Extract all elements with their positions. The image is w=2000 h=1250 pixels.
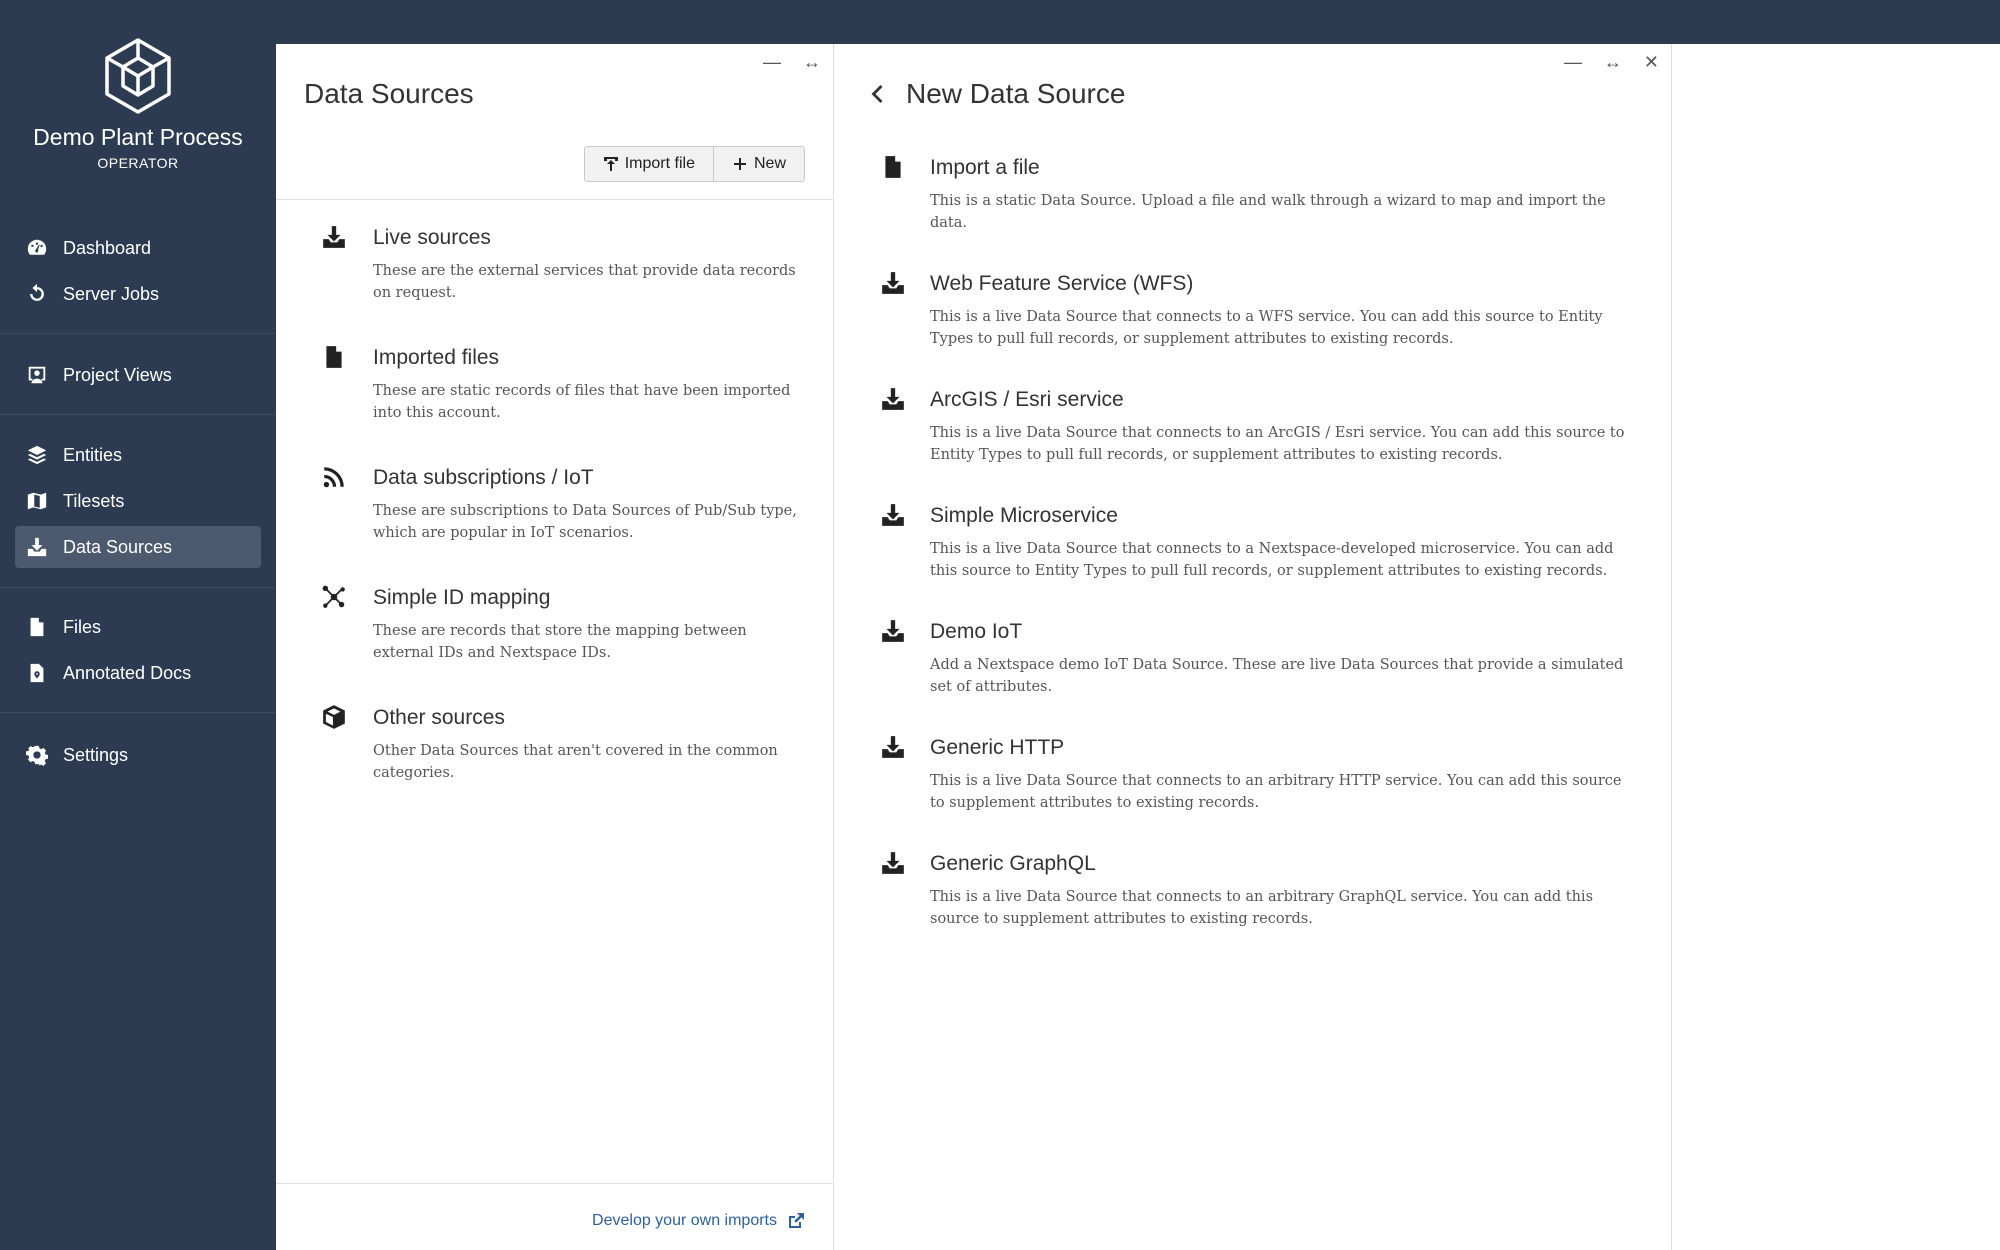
- sidebar-item-project-views[interactable]: [15, 354, 261, 396]
- sidebar-item-label: Annotated Docs: [63, 662, 192, 683]
- category-description: These are the external services that provide data records on request.: [373, 263, 796, 301]
- download-tray-icon: [321, 224, 351, 254]
- gear-icon: [25, 743, 49, 767]
- cube-icon: [321, 704, 351, 734]
- category-list: [321, 224, 811, 824]
- upload-icon: [603, 156, 619, 172]
- download-tray-icon: [880, 502, 910, 532]
- sidebar-item-label: Data Sources: [63, 536, 173, 557]
- option-description: This is a live Data Source that connects to an ArcGIS / Esri service. You can add this source to Entity Types to pull full records, or supplement attributes to existing records.: [930, 425, 1625, 463]
- file-icon: [25, 615, 49, 639]
- network-icon: [321, 584, 351, 614]
- project-views-icon: [25, 363, 49, 387]
- option-description: This is a static Data Source. Upload a file and walk through a wizard to map and import the data.: [930, 193, 1606, 231]
- nav-group-views: [0, 350, 276, 400]
- expand-horizontal-icon[interactable]: ↔: [1603, 52, 1622, 72]
- category-title: Imported files: [373, 346, 500, 369]
- option-description: This is a live Data Source that connects to a WFS service. You can add this source to Entity Types to pull full records, or supplement attributes to existing records.: [930, 309, 1603, 347]
- import-file-button[interactable]: [585, 147, 713, 181]
- category-live-sources[interactable]: [321, 224, 811, 304]
- download-tray-icon: [880, 270, 910, 300]
- download-tray-icon: [880, 618, 910, 648]
- annotated-doc-icon: [25, 661, 49, 685]
- action-button-group: [584, 146, 805, 182]
- category-imported-files[interactable]: [321, 344, 811, 424]
- brand-title: Demo Plant Process: [33, 124, 243, 150]
- option-title: Web Feature Service (WFS): [930, 272, 1194, 295]
- panel-header: [866, 78, 1125, 110]
- map-icon: [25, 489, 49, 513]
- data-sources-panel: [276, 44, 834, 1250]
- plus-icon: [732, 156, 748, 172]
- nav-group-settings: [0, 730, 276, 780]
- new-button[interactable]: [713, 147, 804, 181]
- sidebar-item-entities[interactable]: [15, 434, 261, 476]
- data-source-option-list: [880, 154, 1630, 966]
- option-description: This is a live Data Source that connects to an arbitrary HTTP service. You can add this source to supplement attributes to existing records.: [930, 773, 1622, 811]
- layers-icon: [25, 443, 49, 467]
- new-label: New: [753, 155, 786, 172]
- develop-imports-link[interactable]: [592, 1212, 805, 1230]
- sidebar-item-label: Settings: [63, 744, 129, 765]
- category-title: Data subscriptions / IoT: [373, 466, 594, 489]
- download-tray-icon: [880, 734, 910, 764]
- sidebar-item-label: Project Views: [63, 364, 172, 385]
- option-wfs[interactable]: [880, 270, 1630, 350]
- option-title: ArcGIS / Esri service: [930, 388, 1124, 411]
- expand-horizontal-icon[interactable]: ↔: [803, 52, 821, 72]
- sidebar-item-label: Files: [63, 616, 102, 637]
- nav-group-data: [0, 430, 276, 572]
- sidebar-item-data-sources[interactable]: [15, 526, 261, 568]
- option-generic-http[interactable]: [880, 734, 1630, 814]
- sidebar-item-label: Entities: [63, 444, 123, 465]
- category-simple-id-mapping[interactable]: [321, 584, 811, 664]
- rss-icon: [321, 464, 351, 494]
- download-tray-icon: [880, 386, 910, 416]
- category-description: These are static records of files that have been imported into this account.: [373, 383, 791, 421]
- sidebar-item-tilesets[interactable]: [15, 480, 261, 522]
- category-description: Other Data Sources that aren't covered in the common categories.: [373, 743, 778, 781]
- develop-imports-label: Develop your own imports: [592, 1212, 777, 1229]
- sidebar-item-label: Dashboard: [63, 237, 152, 258]
- option-description: Add a Nextspace demo IoT Data Source. These are live Data Sources that provide a simulated set of attributes.: [930, 657, 1624, 695]
- nav-group-files: [0, 602, 276, 698]
- category-title: Simple ID mapping: [373, 586, 551, 609]
- option-description: This is a live Data Source that connects to a Nextspace-developed microservice. You can add this source to Entity Types to pull full records, or supplement attributes to existing records.: [930, 541, 1614, 579]
- back-arrow-icon[interactable]: [866, 83, 888, 105]
- sidebar-item-files[interactable]: [15, 606, 261, 648]
- cube-logo-icon: [103, 36, 173, 116]
- category-other-sources[interactable]: [321, 704, 811, 784]
- file-icon: [321, 344, 351, 374]
- minimize-icon[interactable]: —: [1563, 52, 1582, 72]
- import-file-label: Import file: [624, 155, 695, 172]
- option-arcgis[interactable]: [880, 386, 1630, 466]
- option-title: Simple Microservice: [930, 504, 1118, 527]
- download-tray-icon: [25, 535, 49, 559]
- sidebar-item-settings[interactable]: [15, 734, 261, 776]
- option-title: Demo IoT: [930, 620, 1023, 643]
- divider: [276, 1183, 833, 1184]
- panel-window-controls: [763, 52, 821, 73]
- nav-divider: [0, 414, 276, 415]
- panel-title: New Data Source: [906, 78, 1126, 109]
- divider: [276, 199, 833, 200]
- download-tray-icon: [880, 850, 910, 880]
- panel-window-controls: [1564, 52, 1659, 73]
- nav-group-main: [0, 223, 276, 319]
- external-link-icon: [787, 1212, 805, 1230]
- category-data-subscriptions[interactable]: [321, 464, 811, 544]
- brand: [0, 36, 276, 171]
- top-bar: [276, 0, 2000, 44]
- dashboard-icon: [25, 236, 49, 260]
- option-generic-graphql[interactable]: [880, 850, 1630, 930]
- sidebar-item-annotated-docs[interactable]: [15, 652, 261, 694]
- sidebar-item-label: Server Jobs: [63, 283, 160, 304]
- nav-divider: [0, 587, 276, 588]
- file-icon: [880, 154, 910, 184]
- category-description: These are records that store the mapping between external IDs and Nextspace IDs.: [373, 623, 747, 661]
- new-data-source-panel: [834, 44, 1672, 1250]
- category-description: These are subscriptions to Data Sources of Pub/Sub type, which are popular in IoT scenarios.: [373, 503, 797, 541]
- option-import-file[interactable]: [880, 154, 1630, 234]
- sidebar-item-label: Tilesets: [63, 490, 125, 511]
- refresh-icon: [25, 282, 49, 306]
- nav-divider: [0, 712, 276, 713]
- minimize-icon[interactable]: —: [763, 52, 781, 72]
- option-description: This is a live Data Source that connects to an arbitrary GraphQL service. You can add this source to supplement attributes to existing records.: [930, 889, 1594, 927]
- option-title: Generic GraphQL: [930, 852, 1096, 875]
- category-title: Other sources: [373, 706, 505, 729]
- sidebar-item-server-jobs[interactable]: [15, 273, 261, 315]
- sidebar: [0, 0, 276, 1250]
- page-title: Data Sources: [304, 78, 474, 109]
- option-title: Generic HTTP: [930, 736, 1065, 759]
- sidebar-item-dashboard[interactable]: [15, 227, 261, 269]
- option-demo-iot[interactable]: [880, 618, 1630, 698]
- option-title: Import a file: [930, 156, 1040, 179]
- category-title: Live sources: [373, 226, 491, 249]
- brand-subtitle: OPERATOR: [97, 155, 179, 171]
- nav-divider: [0, 333, 276, 334]
- close-icon[interactable]: ✕: [1643, 52, 1659, 72]
- option-simple-microservice[interactable]: [880, 502, 1630, 582]
